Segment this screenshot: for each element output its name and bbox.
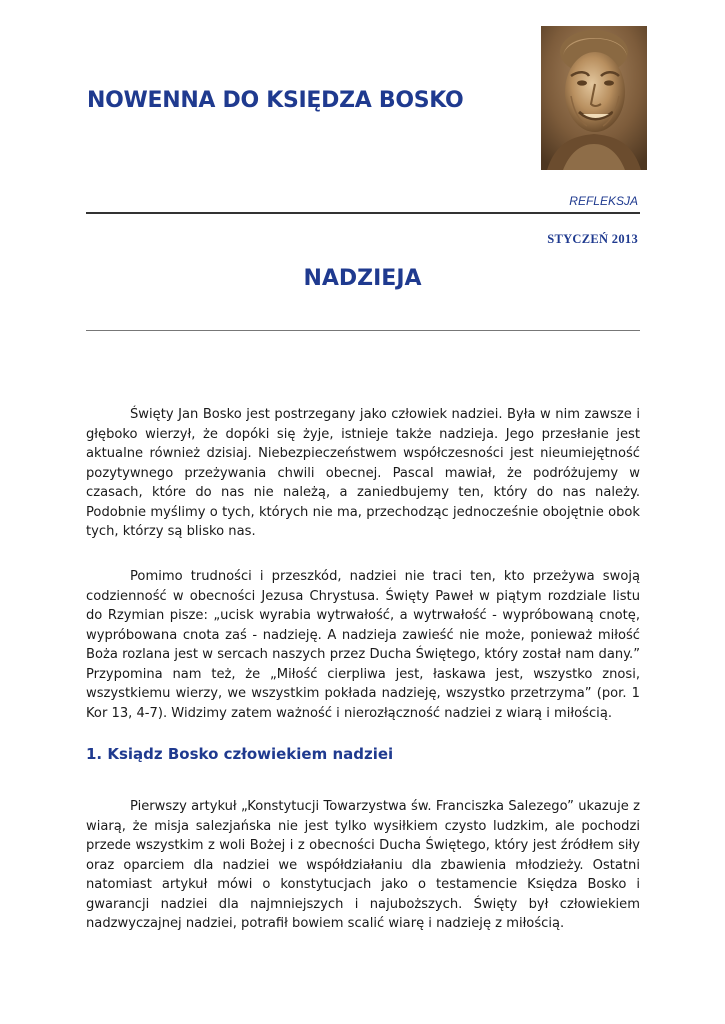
header-divider <box>86 212 640 214</box>
section-paragraph: Pierwszy artykuł „Konstytucji Towarzystwa św. Franciszka Salezego” ukazuje z wiarą, że misja salezjańska nie jest tylko wysiłkiem czysto ludzkim, ale pochodzi przede wszystkim z woli Bożej i z obecności Ducha Świętego, który jest źródłem siły oraz oparciem dla nadziei we współdziałaniu dla zbawienia młodzieży. Ostatni natomiast artykuł mówi o konstytucjach jako o testamencie Księdza Bosko i gwarancji nadziei dla najmniejszych i najuboższych. Święty był człowiekiem nadzwyczajnej nadziei, potrafił bowiem scalić wiarę i nadzieję z miłością. <box>86 799 640 931</box>
issue-date: STYCZEŃ 2013 <box>547 232 638 246</box>
reflection-heading: NADZIEJA <box>303 266 422 291</box>
bronze-portrait-relief <box>541 26 647 170</box>
document-title: NOWENNA DO KSIĘDZA BOSKO <box>87 88 464 113</box>
paragraph-1: Święty Jan Bosko jest postrzegany jako człowiek nadziei. Była w nim zawsze i głęboko wierzył, że dopóki się żyje, istnieje także nadzieja. Jego przesłanie jest aktualne również dzisiaj. Niebezpieczeństwem współczesności jest nieumiejętność pozytywnego przeżywania chwili obecnej. Pascal mawiał, że podróżujemy w czasach, które do nas nie należą, a zaniedbujemy ten, który do nas należy. Podobnie myślimy o tych, których nie ma, przechodząc jednocześnie obojętnie obok tych, którzy są blisko nas. <box>86 407 640 539</box>
category-label: REFLEKSJA <box>569 194 638 208</box>
paragraph-2: Pomimo trudności i przeszkód, nadziei nie traci ten, kto przeżywa swoją codzienność w obecności Jezusa Chrystusa. Święty Paweł w piątym rozdziale listu do Rzymian pisze: „ucisk wyrabia wytrwałość, a wytrwałość - wypróbowaną cnotę, wypróbowana cnota zaś - nadzieję. A nadzieja zawieść nie może, ponieważ miłość Boża rozlana jest w sercach naszych przez Ducha Świętego, który został nam dany.” Przypomina nam też, że „Miłość cierpliwa jest, łaskawa jest, wszystko znosi, wszystkiemu wierzy, we wszystkim pokłada nadzieję, wszystko przetrzyma” (por. 1 Kor 13, 4-7). Widzimy zatem ważność i nierozłączność nadziei z wiarą i miłością. <box>86 569 640 721</box>
section-heading: 1. Ksiądz Bosko człowiekiem nadziei <box>86 745 394 763</box>
heading-divider <box>86 330 640 331</box>
